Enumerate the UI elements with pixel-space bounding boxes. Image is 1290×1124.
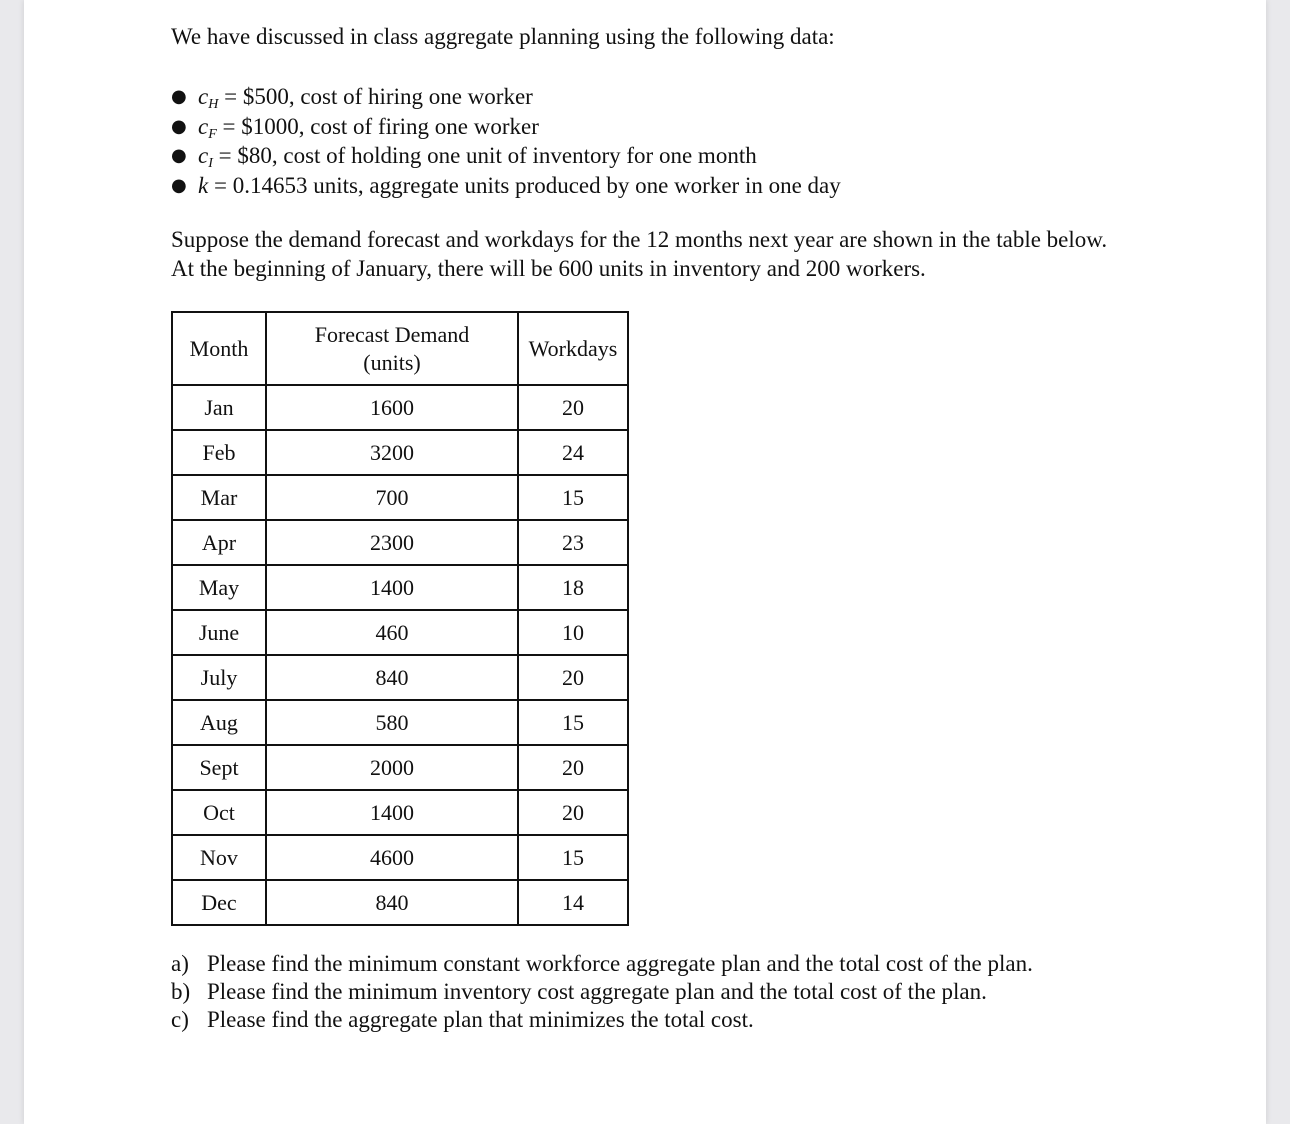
intro-text: We have discussed in class aggregate planning using the following data: bbox=[171, 24, 835, 49]
symbol: c bbox=[198, 113, 209, 139]
table-row bbox=[172, 880, 628, 925]
cell-demand: 1400 bbox=[266, 565, 518, 610]
table-row bbox=[172, 430, 628, 475]
list-item bbox=[171, 141, 841, 171]
question-label: b) bbox=[171, 979, 191, 1004]
table-row bbox=[172, 565, 628, 610]
bullet-text: = 0.14653 units, aggregate units produced by one worker in one day bbox=[208, 173, 841, 199]
cell-workdays: 20 bbox=[518, 790, 628, 835]
list-item bbox=[171, 82, 841, 112]
table-row bbox=[172, 385, 628, 430]
cell-demand: 4600 bbox=[266, 835, 518, 880]
table-row bbox=[172, 610, 628, 655]
symbol: c bbox=[198, 143, 209, 169]
cell-workdays: 20 bbox=[518, 655, 628, 700]
question-item bbox=[171, 978, 1033, 1006]
question-label: c) bbox=[171, 1007, 189, 1032]
bullet-icon: ● bbox=[171, 115, 187, 137]
cell-month: Jan bbox=[172, 385, 266, 430]
question-item bbox=[171, 1006, 1033, 1034]
table-header-row bbox=[172, 312, 628, 385]
header-workdays: Workdays bbox=[518, 312, 628, 385]
cell-demand: 840 bbox=[266, 655, 518, 700]
question-text: Please find the aggregate plan that minimizes the total cost. bbox=[207, 1007, 754, 1032]
question-list bbox=[171, 950, 1033, 1034]
demand-table bbox=[171, 311, 629, 926]
header-demand bbox=[266, 312, 518, 385]
cell-month: July bbox=[172, 655, 266, 700]
cell-month: Aug bbox=[172, 700, 266, 745]
header-demand-line2: (units) bbox=[363, 349, 421, 375]
cell-workdays: 15 bbox=[518, 700, 628, 745]
header-month: Month bbox=[172, 312, 266, 385]
cell-month: Mar bbox=[172, 475, 266, 520]
table-row bbox=[172, 655, 628, 700]
table-row bbox=[172, 700, 628, 745]
problem-paragraph: Suppose the demand forecast and workdays for the 12 months next year are shown in the table below. At the beginning of January, there will be 600 units in inventory and 200 workers. bbox=[171, 227, 1108, 281]
cell-workdays: 24 bbox=[518, 430, 628, 475]
symbol: c bbox=[198, 84, 209, 109]
cell-month: Feb bbox=[172, 430, 266, 475]
subscript: I bbox=[208, 156, 213, 172]
cell-workdays: 15 bbox=[518, 835, 628, 880]
bullet-text: = $80, cost of holding one unit of inventory for one month bbox=[212, 143, 757, 169]
bullet-icon: ● bbox=[171, 145, 187, 167]
question-label: a) bbox=[171, 951, 189, 976]
table-row bbox=[172, 835, 628, 880]
subscript: H bbox=[208, 97, 219, 112]
list-item bbox=[171, 112, 841, 142]
bullet-text: = $1000, cost of firing one worker bbox=[216, 113, 539, 139]
cell-month: Sept bbox=[172, 745, 266, 790]
cell-month: Nov bbox=[172, 835, 266, 880]
question-item bbox=[171, 950, 1033, 978]
bullet-text: = $500, cost of hiring one worker bbox=[218, 84, 533, 109]
cell-workdays: 10 bbox=[518, 610, 628, 655]
bullet-icon: ● bbox=[171, 86, 187, 107]
cell-month: Apr bbox=[172, 520, 266, 565]
cell-demand: 580 bbox=[266, 700, 518, 745]
table-row bbox=[172, 475, 628, 520]
table-row bbox=[172, 520, 628, 565]
cell-month: Dec bbox=[172, 880, 266, 925]
cell-month: June bbox=[172, 610, 266, 655]
cell-workdays: 18 bbox=[518, 565, 628, 610]
cell-month: Oct bbox=[172, 790, 266, 835]
cell-workdays: 15 bbox=[518, 475, 628, 520]
cell-demand: 460 bbox=[266, 610, 518, 655]
symbol: k bbox=[198, 173, 209, 199]
cell-demand: 1600 bbox=[266, 385, 518, 430]
cell-demand: 840 bbox=[266, 880, 518, 925]
header-demand-line1: Forecast Demand bbox=[314, 321, 470, 347]
bullet-icon: ● bbox=[171, 175, 187, 197]
cell-workdays: 23 bbox=[518, 520, 628, 565]
table-row bbox=[172, 745, 628, 790]
cell-demand: 1400 bbox=[266, 790, 518, 835]
cell-demand: 3200 bbox=[266, 430, 518, 475]
cell-month: May bbox=[172, 565, 266, 610]
cell-demand: 2000 bbox=[266, 745, 518, 790]
cell-demand: 2300 bbox=[266, 520, 518, 565]
cell-workdays: 14 bbox=[518, 880, 628, 925]
cell-workdays: 20 bbox=[518, 745, 628, 790]
question-text: Please find the minimum inventory cost aggregate plan and the total cost of the plan. bbox=[207, 979, 987, 1004]
table-row bbox=[172, 790, 628, 835]
question-text: Please find the minimum constant workforce aggregate plan and the total cost of the plan. bbox=[207, 951, 1033, 976]
list-item bbox=[171, 171, 841, 201]
parameter-list bbox=[171, 82, 841, 201]
cell-demand: 700 bbox=[266, 475, 518, 520]
subscript: F bbox=[208, 126, 217, 142]
cell-workdays: 20 bbox=[518, 385, 628, 430]
document-page bbox=[24, 0, 1266, 1124]
